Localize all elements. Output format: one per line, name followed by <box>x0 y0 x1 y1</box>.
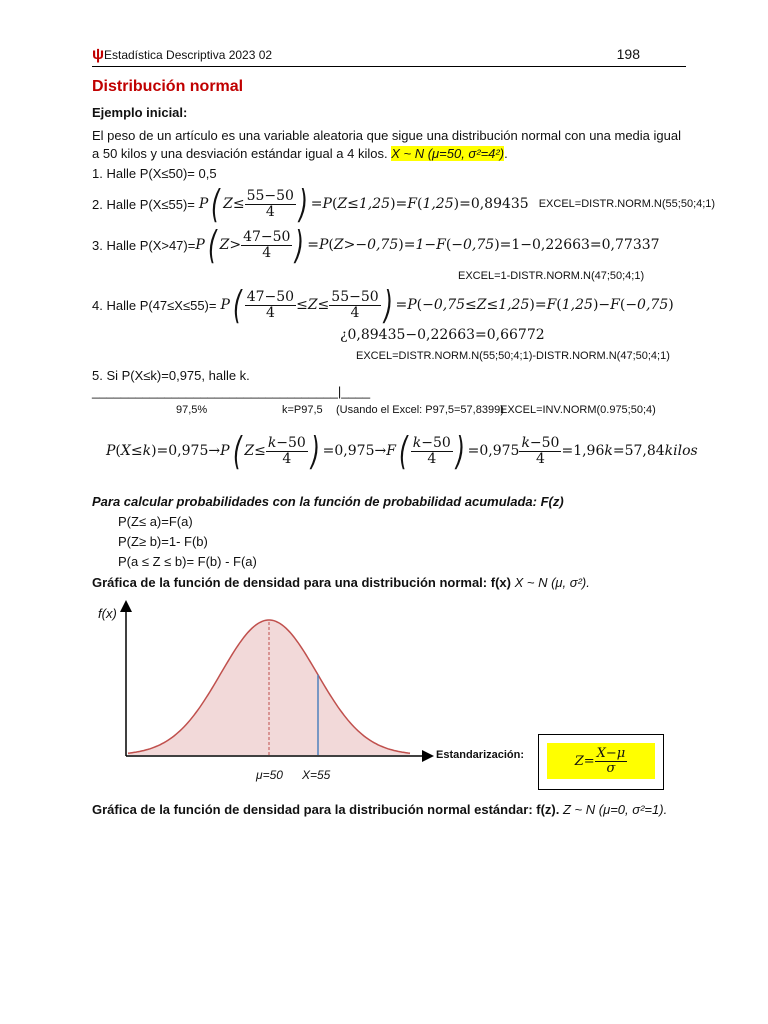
intro-text: a 50 kilos y una desviación estándar igual a 4 kilos. <box>92 146 388 161</box>
item-1: 1. Halle P(X≤50)= 0,5 <box>92 166 217 181</box>
header-course: Estadística Descriptiva 2023 02 <box>104 48 273 62</box>
item-5-line: __________________________________|____ <box>92 384 371 399</box>
header-page-number: 198 <box>616 46 640 62</box>
item-5-excel: EXCEL=INV.NORM(0.975;50;4) <box>500 404 656 416</box>
density-model: X ~ N (μ, σ²). <box>514 575 590 590</box>
intro-line-2: a 50 kilos y una desviación estándar igual a 4 kilos. X ~ N (μ=50, σ²=4²). <box>92 146 508 161</box>
mu-label: μ=50 <box>256 768 283 782</box>
item-4-formula: P( $\frac{47-50}{4}$ ≤Z≤ $\frac{55-50}{4}$ ) =P(−0,75≤Z≤1,25)=F(1,25)−F(−0,75) <box>220 283 674 327</box>
item-4-result: ¿0,89435−0,22663=0,66772 <box>340 327 545 343</box>
item-2-label: 2. Halle P(X≤55)= <box>92 196 195 212</box>
standardization-box <box>538 734 664 790</box>
item-4-excel: EXCEL=DISTR.NORM.N(55;50;4;1)-DISTR.NORM.N(47;50;4;1) <box>356 350 670 362</box>
item-3-label: 3. Halle P(X>47)= <box>92 237 196 253</box>
standardization-formula: Z= $\frac{X-\mu}{\sigma}$ <box>547 743 655 779</box>
item-3-excel: EXCEL=1-DISTR.NORM.N(47;50;4;1) <box>458 270 645 282</box>
density-heading-text: Gráfica de la función de densidad para una distribución normal: f(x) <box>92 575 511 590</box>
item-5-percent: 97,5% <box>176 404 208 416</box>
cdf-rule-3: P(a ≤ Z ≤ b)= F(b) - F(a) <box>118 554 257 569</box>
page-title: Distribución normal <box>92 78 244 95</box>
subtitle: Ejemplo inicial: <box>92 105 188 120</box>
intro-model: X ~ N (μ=50, σ²=4²) <box>391 146 505 161</box>
item-5-note: (Usando el Excel: P97,5=57,8399) <box>336 404 504 416</box>
item-3-formula: P( Z> $\frac{47-50}{4}$ ) =P(Z>−0,75)=1−F(−0,75)=1−0,22663=0,77337 <box>195 223 660 267</box>
x55-label: X=55 <box>302 768 331 782</box>
standard-model: Z ~ N (μ=0, σ²=1). <box>563 802 668 817</box>
university-logo-icon: ψ <box>92 46 105 63</box>
item-2-formula: P( Z≤ $\frac{55-50}{4}$ ) =P(Z≤1,25)=F(1,25)=0,89435 <box>198 182 529 226</box>
cdf-heading: Para calcular probabilidades con la función de probabilidad acumulada: F(z) <box>92 494 564 509</box>
standardization-label: Estandarización: <box>436 749 525 761</box>
standard-heading-text: Gráfica de la función de densidad para la distribución normal estándar: f(z). <box>92 802 560 817</box>
cdf-rule-1: P(Z≤ a)=F(a) <box>118 514 193 529</box>
density-ylabel: f(x) <box>98 606 117 621</box>
item-2-excel: EXCEL=DISTR.NORM.N(55;50;4;1) <box>538 198 716 210</box>
item-5-k: k=P97,5 <box>282 404 323 416</box>
intro-line-1: El peso de un artículo es una variable aleatoria que sigue una distribución normal con una media igual <box>92 128 681 143</box>
item-5: 5. Si P(X≤k)=0,975, halle k. <box>92 368 250 383</box>
standard-heading <box>92 802 667 817</box>
cdf-rule-2: P(Z≥ b)=1- F(b) <box>118 534 208 549</box>
item-5-formula: P ( X≤k ) =0,975→ P ( Z≤ $\frac{k-50}{4}$ ) =0,975→ F ( $\frac{k-50}{4}$ ) =0,975 $\frac{k-50}{4}$ =1,96 k =57,84 kilos <box>106 429 698 473</box>
item-4-label: 4. Halle P(47≤X≤55)= <box>92 297 217 313</box>
